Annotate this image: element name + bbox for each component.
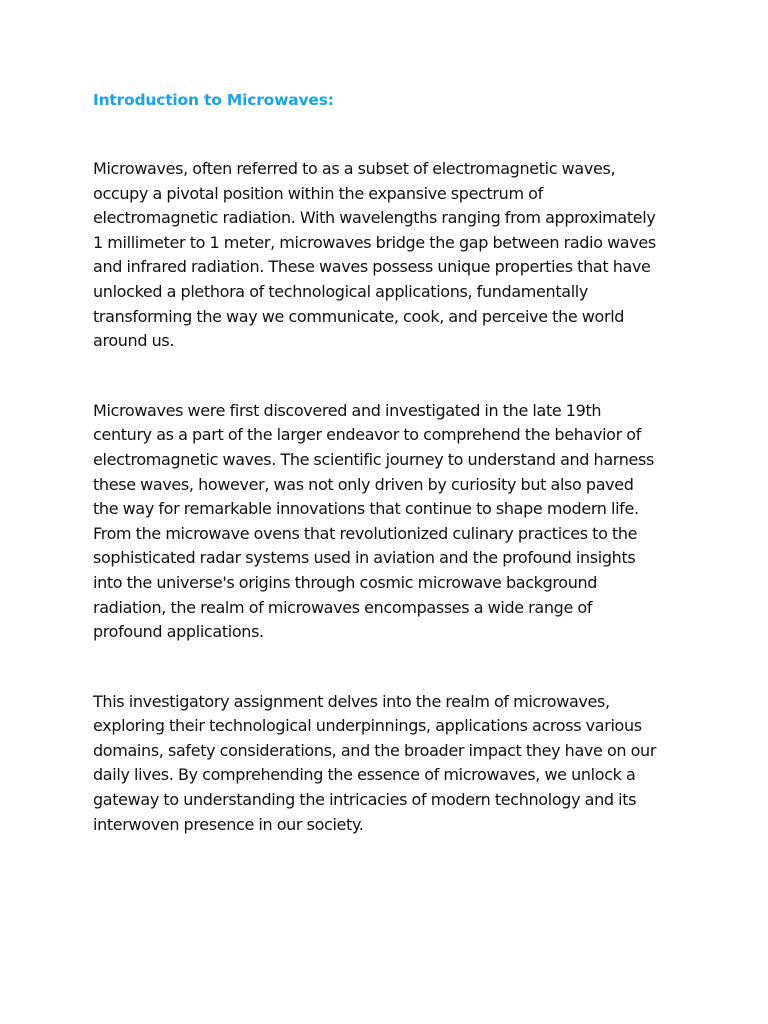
paragraph-line: these waves, however, was not only driven by curiosity but also paved	[93, 474, 634, 494]
paragraph-line: occupy a pivotal position within the expansive spectrum of	[93, 183, 543, 203]
paragraph-line: and infrared radiation. These waves possess unique properties that have	[93, 257, 651, 277]
paragraph-line: into the universe's origins through cosmic microwave background	[93, 572, 598, 592]
paragraph-line: sophisticated radar systems used in aviation and the profound insights	[93, 548, 636, 568]
paragraph-line: domains, safety considerations, and the broader impact they have on our	[93, 740, 657, 760]
paragraph-line: Microwaves, often referred to as a subset of electromagnetic waves,	[93, 159, 616, 178]
paragraph-line: Microwaves were first discovered and investigated in the late 19th	[93, 400, 602, 420]
paragraph-line: transforming the way we communicate, cook, and perceive the world	[93, 306, 625, 326]
paragraph-line: electromagnetic waves. The scientific journey to understand and harness	[93, 449, 655, 469]
paragraph-line: gateway to understanding the intricacies of modern technology and its	[93, 790, 637, 810]
paragraph-line: the way for remarkable innovations that continue to shape modern life.	[93, 499, 639, 519]
paragraph-line: century as a part of the larger endeavor to comprehend the behavior of	[93, 425, 642, 445]
paragraph-1	[93, 157, 693, 354]
paragraph-line: around us.	[93, 331, 175, 351]
paragraph-line: unlocked a plethora of technological applications, fundamentally	[93, 281, 589, 301]
paragraph-line: profound applications.	[93, 622, 264, 642]
document-content	[93, 88, 693, 837]
paragraph-line: interwoven presence in our society.	[93, 814, 364, 834]
document-heading: Introduction to Microwaves:	[93, 91, 334, 109]
paragraph-line: From the microwave ovens that revolutionized culinary practices to the	[93, 523, 638, 543]
paragraph-line: daily lives. By comprehending the essence of microwaves, we unlock a	[93, 765, 636, 785]
paragraph-3	[93, 690, 693, 838]
paragraph-line: radiation, the realm of microwaves encompasses a wide range of	[93, 597, 593, 617]
paragraph-line: 1 millimeter to 1 meter, microwaves bridge the gap between radio waves	[93, 232, 656, 252]
paragraph-line: This investigatory assignment delves into the realm of microwaves,	[93, 691, 610, 711]
paragraph-line: exploring their technological underpinnings, applications across various	[93, 716, 642, 736]
paragraph-line: electromagnetic radiation. With wavelengths ranging from approximately	[93, 208, 656, 228]
paragraph-2	[93, 399, 693, 645]
